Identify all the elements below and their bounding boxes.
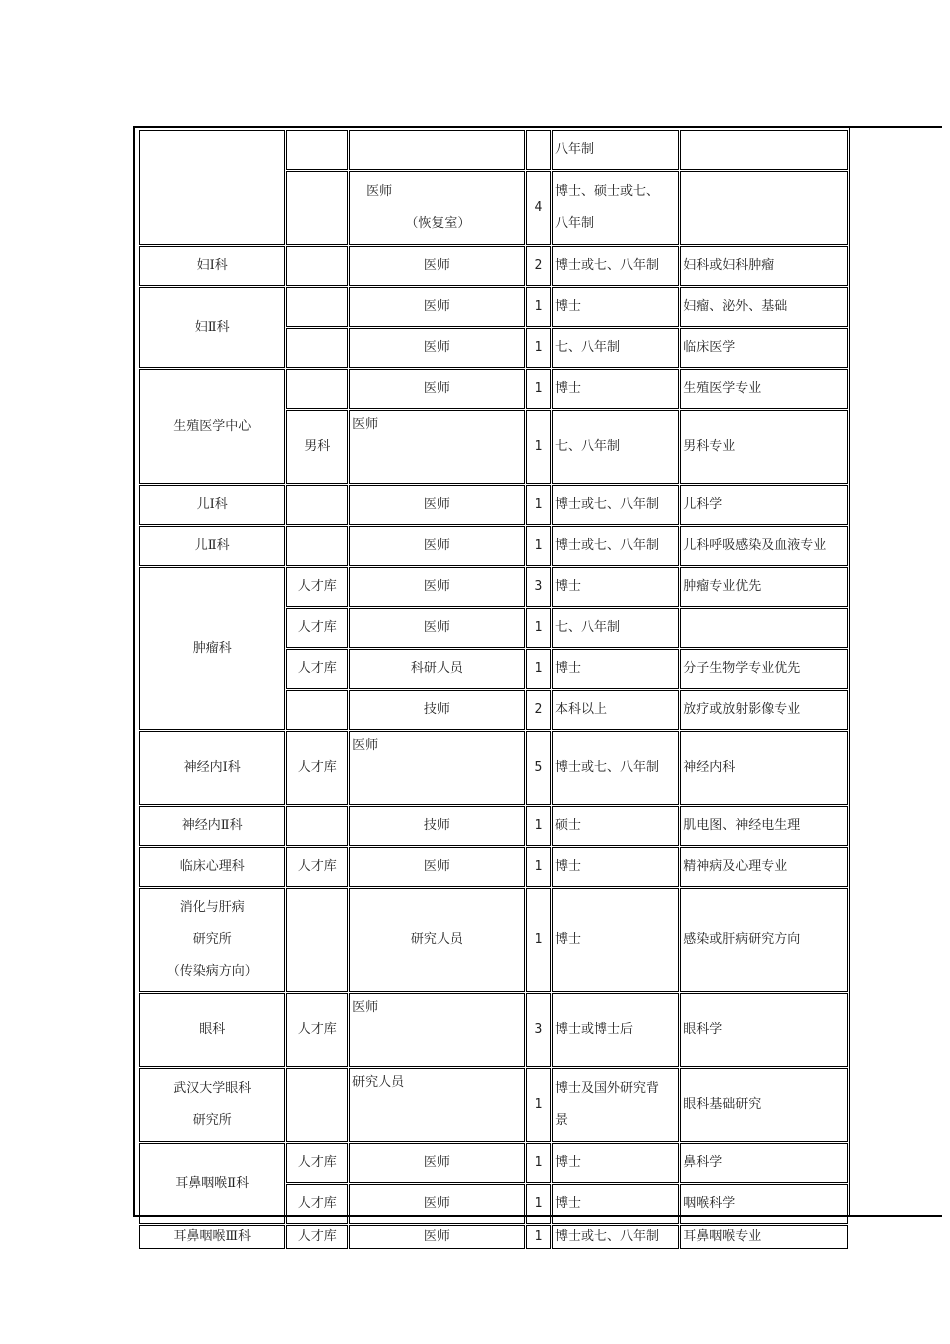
table-row bbox=[139, 888, 848, 992]
pool-cell bbox=[286, 690, 348, 730]
post-cell: 医师 bbox=[349, 526, 525, 566]
count-cell bbox=[526, 130, 551, 170]
edu-cell: 博士 bbox=[552, 369, 679, 409]
count-cell: 2 bbox=[526, 690, 551, 730]
dept-cell: 儿Ⅱ科 bbox=[139, 526, 285, 566]
dept-cell bbox=[139, 1068, 285, 1142]
req-cell: 儿科呼吸感染及血液专业 bbox=[680, 526, 848, 566]
table-row bbox=[139, 130, 848, 170]
req-cell: 咽喉科学 bbox=[680, 1184, 848, 1224]
edu-cell bbox=[552, 1068, 679, 1142]
req-cell: 妇科或妇科肿瘤 bbox=[680, 246, 848, 286]
pool-cell: 男科 bbox=[286, 410, 348, 484]
edu-cell: 博士 bbox=[552, 847, 679, 887]
dept-line: 研究所 bbox=[192, 1113, 232, 1128]
pool-cell bbox=[286, 246, 348, 286]
req-cell: 鼻科学 bbox=[680, 1143, 848, 1183]
count-cell: 1 bbox=[526, 526, 551, 566]
pool-cell bbox=[286, 806, 348, 846]
req-cell: 神经内科 bbox=[680, 731, 848, 805]
post-cell: 医师 bbox=[349, 608, 525, 648]
req-cell: 耳鼻咽喉专业 bbox=[680, 1225, 848, 1249]
post-cell: 研究人员 bbox=[349, 888, 525, 992]
count-cell: 1 bbox=[526, 1143, 551, 1183]
count-cell: 1 bbox=[526, 287, 551, 327]
post-cell: 医师 bbox=[349, 567, 525, 607]
edu-cell: 博士或七、八年制 bbox=[552, 1225, 679, 1249]
edu-cell: 博士或七、八年制 bbox=[552, 731, 679, 805]
post-cell: 医师 bbox=[349, 1143, 525, 1183]
pool-cell bbox=[286, 369, 348, 409]
post-cell: 医师 bbox=[349, 1184, 525, 1224]
post-line: （恢复室） bbox=[405, 216, 471, 231]
pool-cell: 人才库 bbox=[286, 608, 348, 648]
pool-cell bbox=[286, 328, 348, 368]
count-cell: 1 bbox=[526, 410, 551, 484]
post-cell: 医师 bbox=[349, 328, 525, 368]
dept-cell: 神经内Ⅱ科 bbox=[139, 806, 285, 846]
table-row bbox=[139, 1225, 848, 1249]
table-row bbox=[139, 526, 848, 566]
pool-cell bbox=[286, 888, 348, 992]
edu-cell: 博士 bbox=[552, 888, 679, 992]
edu-line: 景 bbox=[555, 1113, 569, 1128]
dept-cell: 生殖医学中心 bbox=[139, 369, 285, 484]
edu-cell: 博士 bbox=[552, 1143, 679, 1183]
count-cell: 3 bbox=[526, 567, 551, 607]
dept-line: 研究所 bbox=[192, 932, 232, 947]
dept-cell: 临床心理科 bbox=[139, 847, 285, 887]
pool-cell: 人才库 bbox=[286, 993, 348, 1067]
edu-cell: 博士或七、八年制 bbox=[552, 485, 679, 525]
req-cell: 精神病及心理专业 bbox=[680, 847, 848, 887]
post-cell: 技师 bbox=[349, 806, 525, 846]
dept-cell: 妇Ⅱ科 bbox=[139, 287, 285, 368]
count-cell: 5 bbox=[526, 731, 551, 805]
edu-line: 八年制 bbox=[555, 216, 595, 231]
pool-cell: 人才库 bbox=[286, 567, 348, 607]
table-right-rule bbox=[849, 126, 850, 1217]
edu-cell: 博士或七、八年制 bbox=[552, 526, 679, 566]
table-row bbox=[139, 1143, 848, 1183]
count-cell: 1 bbox=[526, 608, 551, 648]
table-row bbox=[139, 246, 848, 286]
post-cell: 研究人员 bbox=[349, 1068, 525, 1142]
count-cell: 1 bbox=[526, 328, 551, 368]
recruitment-table bbox=[138, 129, 849, 1250]
post-cell: 医师 bbox=[349, 485, 525, 525]
dept-cell bbox=[139, 888, 285, 992]
post-cell: 医师 bbox=[349, 993, 525, 1067]
pool-cell: 人才库 bbox=[286, 1184, 348, 1224]
edu-cell: 七、八年制 bbox=[552, 328, 679, 368]
edu-cell: 硕士 bbox=[552, 806, 679, 846]
edu-line: 博士、硕士或七、 bbox=[555, 184, 660, 199]
table-row bbox=[139, 1068, 848, 1142]
dept-cell bbox=[139, 130, 285, 245]
edu-cell: 博士 bbox=[552, 567, 679, 607]
post-cell: 技师 bbox=[349, 690, 525, 730]
req-cell bbox=[680, 130, 848, 170]
edu-cell bbox=[552, 171, 679, 245]
edu-cell: 博士或七、八年制 bbox=[552, 246, 679, 286]
post-line: 医师 bbox=[366, 184, 393, 199]
edu-line: 博士及国外研究背 bbox=[555, 1081, 660, 1096]
post-cell: 医师 bbox=[349, 410, 525, 484]
table-row bbox=[139, 369, 848, 409]
count-cell: 2 bbox=[526, 246, 551, 286]
pool-cell: 人才库 bbox=[286, 1143, 348, 1183]
dept-cell: 妇Ⅰ科 bbox=[139, 246, 285, 286]
req-cell: 生殖医学专业 bbox=[680, 369, 848, 409]
pool-cell: 人才库 bbox=[286, 649, 348, 689]
count-cell: 1 bbox=[526, 888, 551, 992]
post-cell: 科研人员 bbox=[349, 649, 525, 689]
req-cell bbox=[680, 608, 848, 648]
edu-cell: 博士 bbox=[552, 1184, 679, 1224]
dept-cell: 肿瘤科 bbox=[139, 567, 285, 730]
edu-cell: 七、八年制 bbox=[552, 608, 679, 648]
table-row bbox=[139, 993, 848, 1067]
count-cell: 1 bbox=[526, 1184, 551, 1224]
dept-cell: 眼科 bbox=[139, 993, 285, 1067]
post-cell: 医师 bbox=[349, 246, 525, 286]
edu-cell: 八年制 bbox=[552, 130, 679, 170]
dept-cell: 耳鼻咽喉Ⅱ科 bbox=[139, 1143, 285, 1224]
req-cell: 儿科学 bbox=[680, 485, 848, 525]
pool-cell: 人才库 bbox=[286, 731, 348, 805]
table-row bbox=[139, 806, 848, 846]
pool-cell: 人才库 bbox=[286, 1225, 348, 1249]
pool-cell bbox=[286, 287, 348, 327]
post-cell: 医师 bbox=[349, 731, 525, 805]
req-cell: 临床医学 bbox=[680, 328, 848, 368]
pool-cell bbox=[286, 526, 348, 566]
req-cell: 妇瘤、泌外、基础 bbox=[680, 287, 848, 327]
post-cell bbox=[349, 171, 525, 245]
count-cell: 1 bbox=[526, 847, 551, 887]
req-cell: 分子生物学专业优先 bbox=[680, 649, 848, 689]
dept-line: 武汉大学眼科 bbox=[173, 1081, 252, 1096]
req-cell: 感染或肝病研究方向 bbox=[680, 888, 848, 992]
pool-cell bbox=[286, 485, 348, 525]
post-cell: 医师 bbox=[349, 369, 525, 409]
pool-cell bbox=[286, 130, 348, 170]
table-row bbox=[139, 567, 848, 607]
table-row bbox=[139, 287, 848, 327]
count-cell: 3 bbox=[526, 993, 551, 1067]
edu-cell: 博士 bbox=[552, 287, 679, 327]
req-cell: 肌电图、神经电生理 bbox=[680, 806, 848, 846]
edu-cell: 博士 bbox=[552, 649, 679, 689]
table-row bbox=[139, 847, 848, 887]
req-cell: 男科专业 bbox=[680, 410, 848, 484]
post-cell: 医师 bbox=[349, 287, 525, 327]
pool-cell: 人才库 bbox=[286, 847, 348, 887]
edu-cell: 本科以上 bbox=[552, 690, 679, 730]
count-cell: 1 bbox=[526, 649, 551, 689]
req-cell: 肿瘤专业优先 bbox=[680, 567, 848, 607]
dept-cell: 耳鼻咽喉Ⅲ科 bbox=[139, 1225, 285, 1249]
count-cell: 4 bbox=[526, 171, 551, 245]
post-cell: 医师 bbox=[349, 1225, 525, 1249]
edu-cell: 七、八年制 bbox=[552, 410, 679, 484]
dept-line: （传染病方向） bbox=[166, 964, 258, 979]
count-cell: 1 bbox=[526, 1225, 551, 1249]
post-cell bbox=[349, 130, 525, 170]
edu-cell: 博士或博士后 bbox=[552, 993, 679, 1067]
pool-cell bbox=[286, 171, 348, 245]
count-cell: 1 bbox=[526, 369, 551, 409]
dept-line: 消化与肝病 bbox=[179, 900, 245, 915]
pool-cell bbox=[286, 1068, 348, 1142]
count-cell: 1 bbox=[526, 485, 551, 525]
req-cell: 眼科基础研究 bbox=[680, 1068, 848, 1142]
req-cell: 眼科学 bbox=[680, 993, 848, 1067]
post-cell: 医师 bbox=[349, 847, 525, 887]
table-row bbox=[139, 485, 848, 525]
req-cell bbox=[680, 171, 848, 245]
dept-cell: 儿Ⅰ科 bbox=[139, 485, 285, 525]
table-row bbox=[139, 731, 848, 805]
req-cell: 放疗或放射影像专业 bbox=[680, 690, 848, 730]
dept-cell: 神经内Ⅰ科 bbox=[139, 731, 285, 805]
count-cell: 1 bbox=[526, 1068, 551, 1142]
count-cell: 1 bbox=[526, 806, 551, 846]
